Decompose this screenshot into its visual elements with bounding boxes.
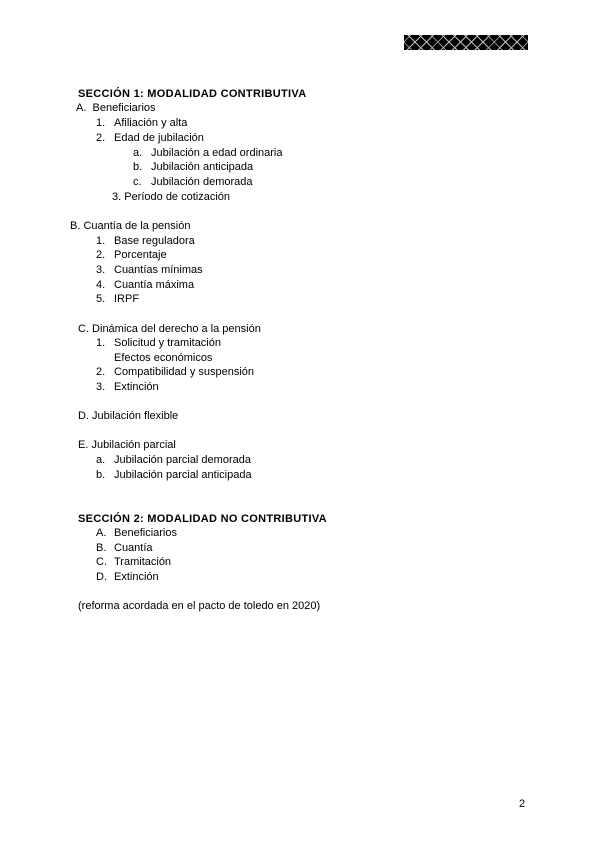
item-number: D. [96, 571, 107, 583]
item-number: 2. [96, 132, 106, 144]
page-number: 2 [519, 798, 526, 810]
item-text: Compatibilidad y suspensión [114, 366, 255, 378]
list-item [96, 278, 195, 292]
section1-c-heading: C. Dinámica del derecho a la pensión [78, 323, 261, 335]
item-number: 1. [96, 337, 106, 349]
item-text: Cuantía [114, 542, 153, 554]
list-subitem [133, 160, 254, 174]
item-number: a. [133, 147, 143, 159]
list-item [96, 263, 203, 277]
list-item [96, 380, 159, 394]
list-item [96, 365, 255, 379]
section1-e-heading: E. Jubilación parcial [78, 439, 176, 451]
item-number: C. [96, 556, 107, 568]
item-number: a. [96, 454, 106, 466]
list-subitem [133, 175, 253, 189]
item-text: Base reguladora [114, 235, 195, 247]
item-text: Extinción [114, 381, 159, 393]
section1-a-text: Beneficiarios [92, 102, 156, 114]
item-text: Solicitud y tramitación [114, 337, 221, 349]
item-text: Jubilación parcial demorada [114, 454, 251, 466]
item-text: Beneficiarios [114, 527, 177, 539]
list-item [96, 234, 195, 248]
list-item [96, 292, 140, 306]
list-item [96, 336, 221, 350]
section1-title: SECCIÓN 1: MODALIDAD CONTRIBUTIVA [78, 88, 307, 100]
item-text: Tramitación [114, 556, 172, 568]
item-text: IRPF [114, 293, 140, 305]
list-item: 3. Período de cotización [112, 191, 231, 203]
item-text: Cuantía máxima [114, 279, 195, 291]
item-number: 1. [96, 235, 106, 247]
item-number: 2. [96, 249, 106, 261]
item-number: 2. [96, 366, 106, 378]
item-number: b. [96, 469, 106, 481]
item-text: Porcentaje [114, 249, 167, 261]
item-number: 5. [96, 293, 106, 305]
list-item [96, 555, 172, 569]
item-number: b. [133, 161, 143, 173]
item-text: Jubilación a edad ordinaria [151, 147, 283, 159]
item-text: Extinción [114, 571, 159, 583]
list-subitem [133, 146, 283, 160]
section1-a-label: A. [76, 102, 87, 114]
item-number: 3. [96, 381, 106, 393]
item-number: 3. [96, 264, 106, 276]
item-text: Jubilación parcial anticipada [114, 469, 252, 481]
list-item [96, 453, 251, 467]
list-item [96, 570, 159, 584]
redacted-header-badge [404, 35, 528, 50]
item-number: B. [96, 542, 107, 554]
item-text: Cuantías mínimas [114, 264, 203, 276]
section1-a-heading [76, 101, 156, 115]
item-number: c. [133, 176, 142, 188]
item-text: Jubilación anticipada [151, 161, 254, 173]
section2-note: (reforma acordada en el pacto de toledo en 2020) [78, 600, 321, 612]
list-item [96, 116, 188, 130]
section1-d-heading: D. Jubilación flexible [78, 410, 179, 422]
item-text: Edad de jubilación [114, 132, 204, 144]
item-number: 4. [96, 279, 106, 291]
list-item [96, 131, 204, 145]
list-item [96, 248, 167, 262]
list-item [96, 526, 177, 540]
item-text: Afiliación y alta [114, 117, 188, 129]
item-text: Jubilación demorada [151, 176, 253, 188]
list-item [96, 468, 252, 482]
item-number: A. [96, 527, 107, 539]
section1-b-heading: B. Cuantía de la pensión [70, 220, 191, 232]
list-item [96, 541, 153, 555]
item-number: 1. [96, 117, 106, 129]
list-item-continuation: Efectos económicos [114, 352, 213, 364]
section2-title: SECCIÓN 2: MODALIDAD NO CONTRIBUTIVA [78, 513, 327, 525]
